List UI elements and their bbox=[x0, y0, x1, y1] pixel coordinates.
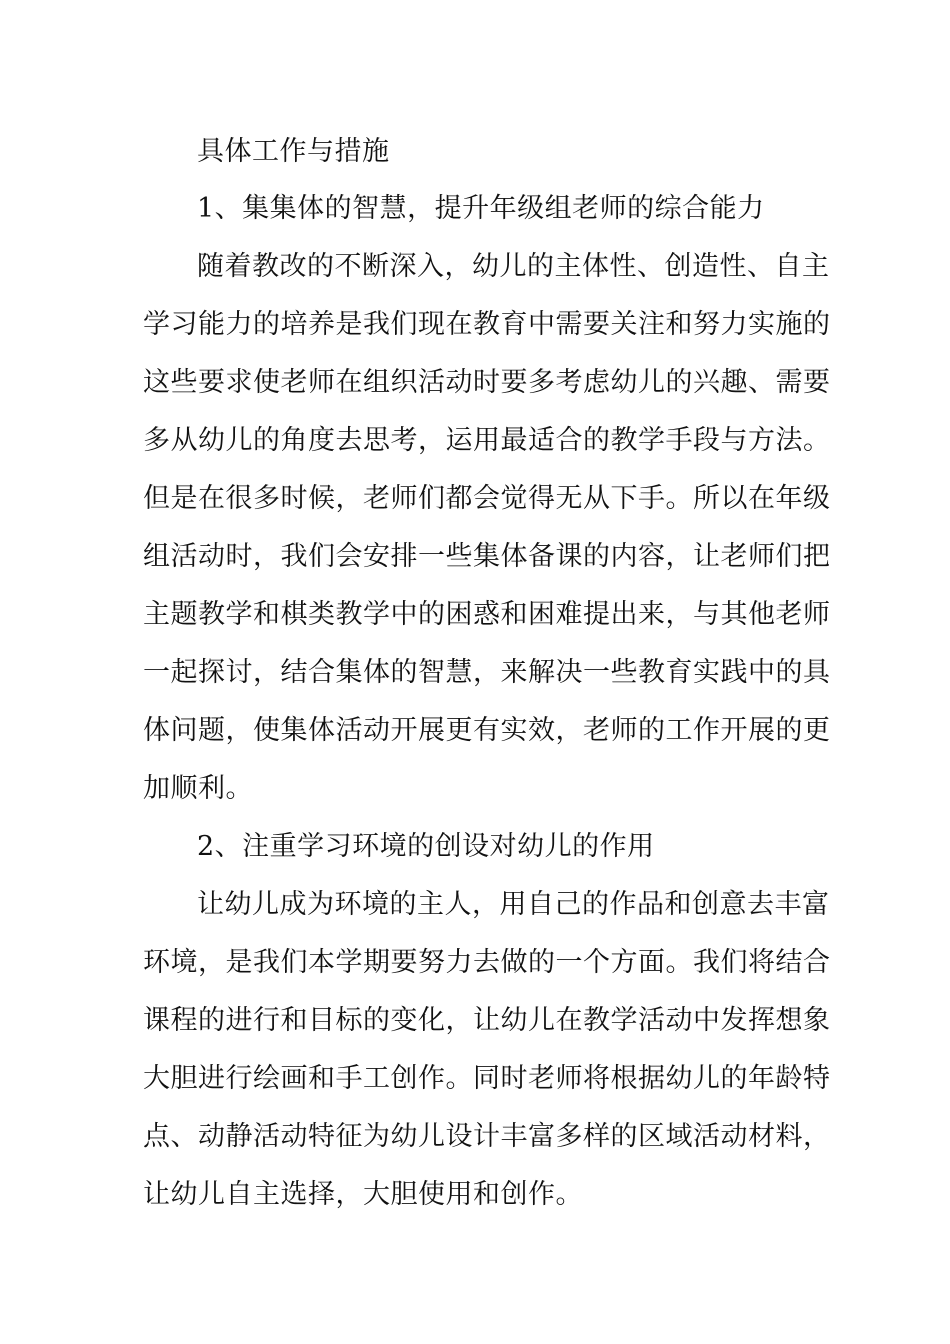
paragraph-line: 点、动静活动特征为幼儿设计丰富多样的区域活动材料， bbox=[143, 1121, 831, 1152]
paragraph-line: 课程的进行和目标的变化，让幼儿在教学活动中发挥想象 bbox=[143, 1005, 831, 1036]
paragraph-line: 学习能力的培养是我们现在教育中需要关注和努力实施的 bbox=[143, 309, 831, 340]
paragraph-line: 让幼儿自主选择，大胆使用和创作。 bbox=[143, 1179, 583, 1210]
heading: 具体工作与措施 bbox=[197, 136, 390, 167]
paragraph-line: 多从幼儿的角度去思考，运用最适合的教学手段与方法。 bbox=[143, 425, 831, 456]
section2-title: 2、注重学习环境的创设对幼儿的作用 bbox=[197, 831, 655, 862]
paragraph-line: 组活动时，我们会安排一些集体备课的内容，让老师们把 bbox=[143, 541, 831, 572]
section1-title: 1、集集体的智慧，提升年级组老师的综合能力 bbox=[197, 193, 765, 224]
paragraph-line: 主题教学和棋类教学中的困惑和困难提出来，与其他老师 bbox=[143, 599, 831, 630]
paragraph-line: 体问题，使集体活动开展更有实效，老师的工作开展的更 bbox=[143, 715, 831, 746]
paragraph-line: 让幼儿成为环境的主人，用自己的作品和创意去丰富 bbox=[197, 889, 830, 920]
paragraph-line: 但是在很多时候，老师们都会觉得无从下手。所以在年级 bbox=[143, 483, 831, 514]
paragraph-line: 一起探讨，结合集体的智慧，来解决一些教育实践中的具 bbox=[143, 657, 831, 688]
paragraph-line: 这些要求使老师在组织活动时要多考虑幼儿的兴趣、需要 bbox=[143, 367, 831, 398]
paragraph-line: 加顺利。 bbox=[143, 773, 253, 804]
paragraph-line: 环境，是我们本学期要努力去做的一个方面。我们将结合 bbox=[143, 947, 831, 978]
paragraph-line: 大胆进行绘画和手工创作。同时老师将根据幼儿的年龄特 bbox=[143, 1063, 831, 1094]
paragraph-line: 随着教改的不断深入，幼儿的主体性、创造性、自主 bbox=[197, 251, 830, 282]
